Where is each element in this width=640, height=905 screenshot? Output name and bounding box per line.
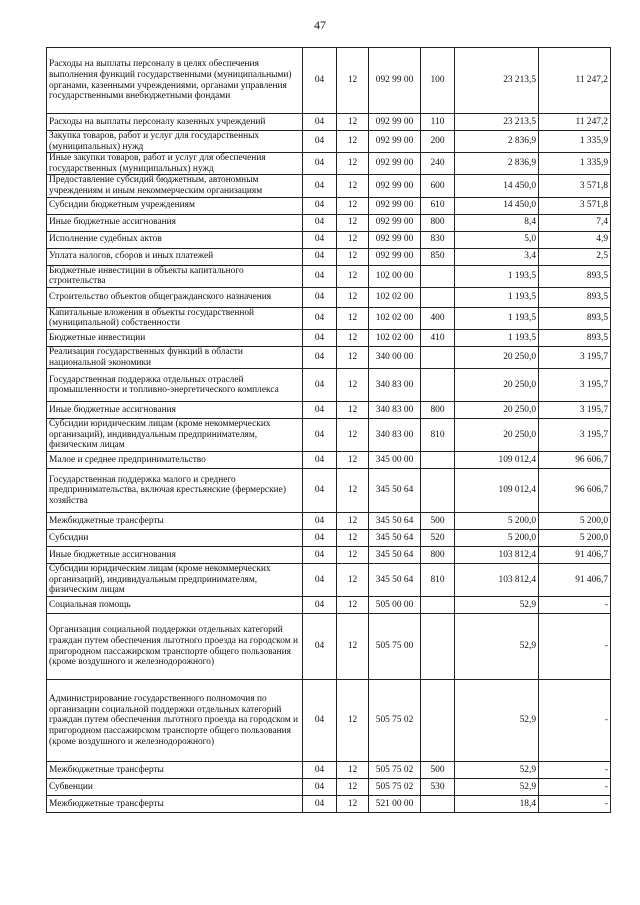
page-number: 47 [314, 18, 326, 32]
table-row [47, 248, 611, 265]
subsection-code: 12 [337, 762, 369, 779]
row-label: Иные бюджетные ассигнования [47, 547, 303, 564]
target-item-code: 102 02 00 [369, 329, 421, 346]
section-code: 04 [303, 402, 337, 419]
expense-type-code: 400 [421, 307, 455, 329]
row-label: Бюджетные инвестиции [47, 329, 303, 346]
table-row [47, 287, 611, 307]
row-label: Капитальные вложения в объекты государственной (муниципальной) собственности [47, 307, 303, 329]
target-item-code: 102 02 00 [369, 307, 421, 329]
target-item-code: 505 75 00 [369, 614, 421, 680]
expense-type-code: 850 [421, 248, 455, 265]
table-row [47, 307, 611, 329]
subsection-code: 12 [337, 197, 369, 214]
row-label: Субсидии [47, 530, 303, 547]
row-label: Малое и среднее предпринимательство [47, 452, 303, 469]
row-label: Иные бюджетные ассигнования [47, 402, 303, 419]
row-label: Межбюджетные трансферты [47, 513, 303, 530]
row-label: Государственная поддержка малого и среднего предпринимательства, включая крестьянские (фермерские) хозяйства [47, 469, 303, 513]
table-row [47, 547, 611, 564]
amount-executed: 893,5 [539, 287, 611, 307]
section-code: 04 [303, 513, 337, 530]
amount-executed: - [539, 614, 611, 680]
section-code: 04 [303, 419, 337, 452]
target-item-code: 345 50 64 [369, 547, 421, 564]
amount-planned: 20 250,0 [455, 419, 539, 452]
table-row [47, 614, 611, 680]
table-row [47, 597, 611, 614]
subsection-code: 12 [337, 680, 369, 762]
amount-planned: 103 812,4 [455, 564, 539, 597]
expense-type-code: 800 [421, 214, 455, 231]
expense-type-code: 520 [421, 530, 455, 547]
table-row [47, 513, 611, 530]
amount-executed: 3 571,8 [539, 197, 611, 214]
amount-planned: 1 193,5 [455, 329, 539, 346]
expense-type-code [421, 614, 455, 680]
row-label: Расходы на выплаты персоналу в целях обеспечения выполнения функций государственными (муниципальными) органами, казенными учреждениями, органами управления государственными внебюджетными фондами [47, 48, 303, 114]
section-code: 04 [303, 175, 337, 197]
subsection-code: 12 [337, 469, 369, 513]
section-code: 04 [303, 346, 337, 368]
row-label: Уплата налогов, сборов и иных платежей [47, 248, 303, 265]
subsection-code: 12 [337, 419, 369, 452]
amount-executed: - [539, 779, 611, 796]
amount-planned: 52,9 [455, 614, 539, 680]
row-label: Предоставление субсидий бюджетным, автономным учреждениям и иным некоммерческим организациям [47, 175, 303, 197]
budget-table [46, 47, 611, 813]
expense-type-code [421, 369, 455, 402]
amount-executed: 7,4 [539, 214, 611, 231]
row-label: Субсидии юридическим лицам (кроме некоммерческих организаций), индивидуальным предпринимателям, физическим лицам [47, 564, 303, 597]
target-item-code: 340 00 00 [369, 346, 421, 368]
target-item-code: 092 99 00 [369, 153, 421, 175]
section-code: 04 [303, 214, 337, 231]
amount-executed: 96 606,7 [539, 452, 611, 469]
subsection-code: 12 [337, 307, 369, 329]
row-label: Расходы на выплаты персоналу казенных учреждений [47, 114, 303, 131]
section-code: 04 [303, 452, 337, 469]
subsection-code: 12 [337, 175, 369, 197]
target-item-code: 345 00 00 [369, 452, 421, 469]
subsection-code: 12 [337, 614, 369, 680]
amount-executed: 96 606,7 [539, 469, 611, 513]
amount-planned: 3,4 [455, 248, 539, 265]
table-row [47, 796, 611, 813]
expense-type-code: 200 [421, 131, 455, 153]
amount-executed: 893,5 [539, 329, 611, 346]
table-row [47, 346, 611, 368]
amount-planned: 14 450,0 [455, 197, 539, 214]
target-item-code: 345 50 64 [369, 530, 421, 547]
subsection-code: 12 [337, 231, 369, 248]
amount-executed: 893,5 [539, 307, 611, 329]
table-row [47, 114, 611, 131]
amount-planned: 109 012,4 [455, 469, 539, 513]
subsection-code: 12 [337, 153, 369, 175]
row-label: Бюджетные инвестиции в объекты капитального строительства [47, 265, 303, 287]
subsection-code: 12 [337, 597, 369, 614]
amount-executed: 3 195,7 [539, 402, 611, 419]
subsection-code: 12 [337, 265, 369, 287]
row-label: Реализация государственных функций в области национальной экономики [47, 346, 303, 368]
row-label: Иные бюджетные ассигнования [47, 214, 303, 231]
section-code: 04 [303, 614, 337, 680]
target-item-code: 345 50 64 [369, 469, 421, 513]
table-row [47, 153, 611, 175]
amount-planned: 2 836,9 [455, 153, 539, 175]
section-code: 04 [303, 369, 337, 402]
amount-executed: 91 406,7 [539, 564, 611, 597]
target-item-code: 340 83 00 [369, 402, 421, 419]
expense-type-code: 810 [421, 419, 455, 452]
amount-executed: 3 195,7 [539, 346, 611, 368]
section-code: 04 [303, 564, 337, 597]
row-label: Государственная поддержка отдельных отраслей промышленности и топливно-энергетического комплекса [47, 369, 303, 402]
section-code: 04 [303, 265, 337, 287]
amount-planned: 52,9 [455, 762, 539, 779]
expense-type-code: 100 [421, 48, 455, 114]
amount-planned: 52,9 [455, 680, 539, 762]
table-row [47, 197, 611, 214]
target-item-code: 092 99 00 [369, 114, 421, 131]
subsection-code: 12 [337, 452, 369, 469]
table-body [47, 48, 611, 813]
expense-type-code: 600 [421, 175, 455, 197]
row-label: Строительство объектов общегражданского назначения [47, 287, 303, 307]
row-label: Субсидии юридическим лицам (кроме некоммерческих организаций), индивидуальным предпринимателям, физическим лицам [47, 419, 303, 452]
section-code: 04 [303, 231, 337, 248]
expense-type-code [421, 597, 455, 614]
amount-executed: - [539, 597, 611, 614]
expense-type-code [421, 346, 455, 368]
amount-planned: 52,9 [455, 597, 539, 614]
table-row [47, 175, 611, 197]
expense-type-code [421, 452, 455, 469]
table-row [47, 564, 611, 597]
amount-executed: 91 406,7 [539, 547, 611, 564]
amount-planned: 52,9 [455, 779, 539, 796]
amount-planned: 109 012,4 [455, 452, 539, 469]
subsection-code: 12 [337, 564, 369, 597]
row-label: Субсидии бюджетным учреждениям [47, 197, 303, 214]
section-code: 04 [303, 680, 337, 762]
expense-type-code: 530 [421, 779, 455, 796]
subsection-code: 12 [337, 214, 369, 231]
amount-executed: - [539, 796, 611, 813]
target-item-code: 092 99 00 [369, 197, 421, 214]
amount-planned: 5,0 [455, 231, 539, 248]
section-code: 04 [303, 796, 337, 813]
subsection-code: 12 [337, 287, 369, 307]
amount-executed: 5 200,0 [539, 530, 611, 547]
table-row [47, 419, 611, 452]
expense-type-code [421, 796, 455, 813]
target-item-code: 505 75 02 [369, 779, 421, 796]
row-label: Исполнение судебных актов [47, 231, 303, 248]
expense-type-code [421, 265, 455, 287]
amount-planned: 23 213,5 [455, 114, 539, 131]
amount-executed: 11 247,2 [539, 48, 611, 114]
expense-type-code: 830 [421, 231, 455, 248]
amount-planned: 5 200,0 [455, 530, 539, 547]
amount-executed: - [539, 680, 611, 762]
table-row [47, 469, 611, 513]
row-label: Организация социальной поддержки отдельных категорий граждан путем обеспечения льготного проезда на городском и пригородном пассажирском транспорте общего пользования (кроме воздушного и железнодорожного) [47, 614, 303, 680]
table-row [47, 265, 611, 287]
amount-executed: 893,5 [539, 265, 611, 287]
expense-type-code: 240 [421, 153, 455, 175]
amount-planned: 14 450,0 [455, 175, 539, 197]
row-label: Закупка товаров, работ и услуг для государственных (муниципальных) нужд [47, 131, 303, 153]
subsection-code: 12 [337, 402, 369, 419]
subsection-code: 12 [337, 329, 369, 346]
table-row [47, 48, 611, 114]
amount-executed: 11 247,2 [539, 114, 611, 131]
target-item-code: 092 99 00 [369, 248, 421, 265]
section-code: 04 [303, 307, 337, 329]
amount-planned: 1 193,5 [455, 287, 539, 307]
table-row [47, 680, 611, 762]
section-code: 04 [303, 248, 337, 265]
amount-executed: 3 571,8 [539, 175, 611, 197]
target-item-code: 505 00 00 [369, 597, 421, 614]
table-row [47, 214, 611, 231]
target-item-code: 092 99 00 [369, 175, 421, 197]
amount-planned: 20 250,0 [455, 346, 539, 368]
table-row [47, 402, 611, 419]
amount-planned: 20 250,0 [455, 402, 539, 419]
target-item-code: 345 50 64 [369, 564, 421, 597]
expense-type-code: 800 [421, 547, 455, 564]
row-label: Субвенции [47, 779, 303, 796]
section-code: 04 [303, 114, 337, 131]
section-code: 04 [303, 131, 337, 153]
amount-executed: 1 335,9 [539, 153, 611, 175]
target-item-code: 102 02 00 [369, 287, 421, 307]
amount-planned: 103 812,4 [455, 547, 539, 564]
amount-executed: 1 335,9 [539, 131, 611, 153]
row-label: Межбюджетные трансферты [47, 762, 303, 779]
expense-type-code [421, 680, 455, 762]
target-item-code: 340 83 00 [369, 369, 421, 402]
amount-planned: 1 193,5 [455, 265, 539, 287]
expense-type-code: 610 [421, 197, 455, 214]
target-item-code: 092 99 00 [369, 214, 421, 231]
expense-type-code: 500 [421, 762, 455, 779]
expense-type-code: 410 [421, 329, 455, 346]
subsection-code: 12 [337, 513, 369, 530]
section-code: 04 [303, 153, 337, 175]
section-code: 04 [303, 779, 337, 796]
section-code: 04 [303, 197, 337, 214]
subsection-code: 12 [337, 248, 369, 265]
target-item-code: 505 75 02 [369, 762, 421, 779]
amount-planned: 5 200,0 [455, 513, 539, 530]
expense-type-code: 800 [421, 402, 455, 419]
section-code: 04 [303, 547, 337, 564]
amount-executed: - [539, 762, 611, 779]
row-label: Социальная помощь [47, 597, 303, 614]
table-row [47, 530, 611, 547]
table-row [47, 762, 611, 779]
expense-type-code: 500 [421, 513, 455, 530]
section-code: 04 [303, 762, 337, 779]
section-code: 04 [303, 469, 337, 513]
amount-planned: 23 213,5 [455, 48, 539, 114]
target-item-code: 345 50 64 [369, 513, 421, 530]
target-item-code: 092 99 00 [369, 231, 421, 248]
target-item-code: 092 99 00 [369, 131, 421, 153]
target-item-code: 092 99 00 [369, 48, 421, 114]
target-item-code: 102 00 00 [369, 265, 421, 287]
amount-executed: 2,5 [539, 248, 611, 265]
expense-type-code [421, 287, 455, 307]
row-label: Администрирование государственного полномочия по организации социальной поддержки отдельных категорий граждан путем обеспечения льготного проезда на городском и пригородном пассажирском транспорте общего пользования (кроме воздушного и железнодорожного) [47, 680, 303, 762]
subsection-code: 12 [337, 779, 369, 796]
subsection-code: 12 [337, 369, 369, 402]
amount-planned: 8,4 [455, 214, 539, 231]
subsection-code: 12 [337, 114, 369, 131]
amount-planned: 1 193,5 [455, 307, 539, 329]
table-row [47, 779, 611, 796]
section-code: 04 [303, 48, 337, 114]
table-row [47, 131, 611, 153]
row-label: Иные закупки товаров, работ и услуг для обеспечения государственных (муниципальных) нужд [47, 153, 303, 175]
amount-executed: 4,9 [539, 231, 611, 248]
subsection-code: 12 [337, 796, 369, 813]
subsection-code: 12 [337, 48, 369, 114]
section-code: 04 [303, 530, 337, 547]
expense-type-code: 110 [421, 114, 455, 131]
subsection-code: 12 [337, 547, 369, 564]
amount-executed: 3 195,7 [539, 369, 611, 402]
table-row [47, 452, 611, 469]
subsection-code: 12 [337, 530, 369, 547]
target-item-code: 505 75 02 [369, 680, 421, 762]
table-row [47, 231, 611, 248]
amount-planned: 20 250,0 [455, 369, 539, 402]
amount-planned: 2 836,9 [455, 131, 539, 153]
target-item-code: 340 83 00 [369, 419, 421, 452]
target-item-code: 521 00 00 [369, 796, 421, 813]
amount-planned: 18,4 [455, 796, 539, 813]
section-code: 04 [303, 597, 337, 614]
amount-executed: 5 200,0 [539, 513, 611, 530]
expense-type-code: 810 [421, 564, 455, 597]
expense-type-code [421, 469, 455, 513]
row-label: Межбюджетные трансферты [47, 796, 303, 813]
table-row [47, 369, 611, 402]
amount-executed: 3 195,7 [539, 419, 611, 452]
section-code: 04 [303, 287, 337, 307]
subsection-code: 12 [337, 131, 369, 153]
section-code: 04 [303, 329, 337, 346]
subsection-code: 12 [337, 346, 369, 368]
table-row [47, 329, 611, 346]
